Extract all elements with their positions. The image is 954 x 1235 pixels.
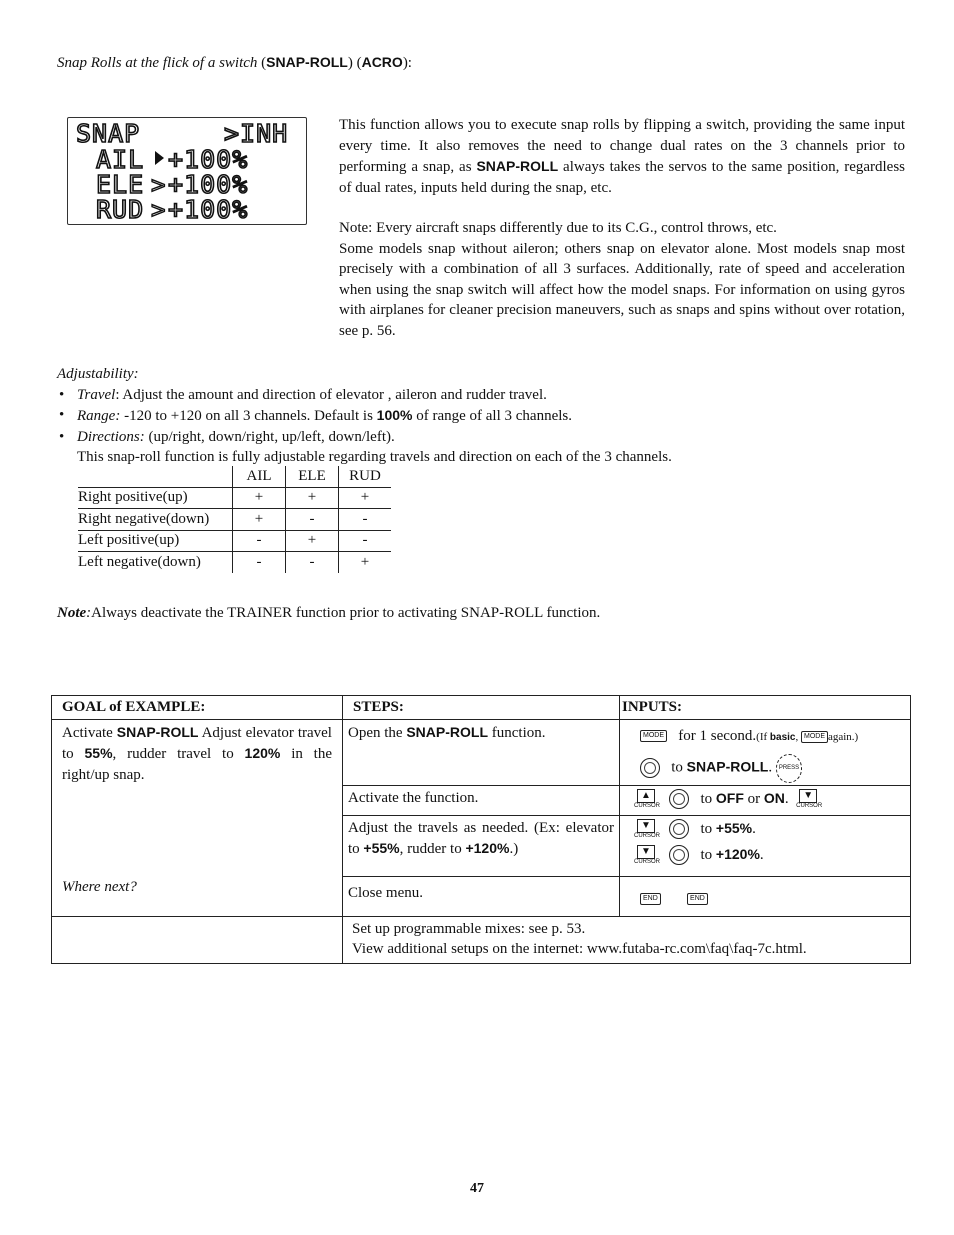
col-rud: RUD bbox=[339, 466, 392, 487]
cursor-down-icon: ▼ CURSOR bbox=[796, 789, 823, 809]
step-adjust: Adjust the travels as needed. (Ex: elevator to +55%, rudder to +120%.) bbox=[343, 815, 620, 876]
mode-key-icon: MODE bbox=[801, 731, 828, 743]
table-row: Right negative(down) + - - bbox=[78, 509, 391, 531]
page-number: 47 bbox=[470, 1181, 484, 1196]
end-key-icon: END bbox=[687, 893, 708, 905]
header-goal: GOAL of EXAMPLE: bbox=[52, 696, 343, 720]
svg-text:>: > bbox=[151, 171, 166, 199]
bullet-directions: • Directions: (up/right, down/right, up/left, down/left). bbox=[57, 427, 917, 448]
dial-icon bbox=[640, 758, 660, 778]
adjustability-heading: Adjustability: bbox=[57, 366, 139, 382]
goal-cell: Activate SNAP-ROLL Adjust elevator travel to 55%, rudder travel to 120% in the right/up snap. Where next? bbox=[52, 719, 343, 916]
bullet-range: • Range: -120 to +120 on all 3 channels. Default is 100% of range of all 3 channels. bbox=[57, 405, 917, 427]
lcd-row-ele-val: +100% bbox=[168, 170, 249, 199]
lcd-screen bbox=[67, 117, 307, 225]
where-next-label: Where next? bbox=[62, 879, 137, 895]
direction-table bbox=[78, 466, 391, 573]
press-icon: PRESS bbox=[776, 754, 802, 783]
dial-icon bbox=[669, 789, 689, 809]
example-table bbox=[51, 695, 911, 964]
table-row: Left positive(up) - + - bbox=[78, 530, 391, 552]
dial-icon bbox=[669, 845, 689, 865]
table-row: Right positive(up) + + + bbox=[78, 487, 391, 509]
step-open: Open the SNAP-ROLL function. bbox=[343, 719, 620, 785]
lcd-status: >INH bbox=[224, 119, 289, 148]
cursor-down-icon: ▼ CURSOR bbox=[634, 819, 661, 839]
lcd-row-ele-ch: ELE bbox=[96, 170, 145, 199]
cursor-down-icon: ▼ CURSOR bbox=[634, 845, 661, 865]
mode-key-icon: MODE bbox=[640, 730, 667, 742]
lcd-title: SNAP bbox=[76, 119, 141, 148]
lcd-cursor-arrow-icon bbox=[155, 151, 164, 165]
dial-icon bbox=[669, 819, 689, 839]
input-activate: ▲ CURSOR to OFF or ON. ▼ CURSOR bbox=[620, 785, 911, 815]
lcd-row-ail-ch: AIL bbox=[96, 145, 145, 174]
end-key-icon: END bbox=[640, 893, 661, 905]
directions-note: This snap-roll function is fully adjustable regarding travels and direction on each of the 3 channels. bbox=[77, 449, 672, 465]
adjustability-list bbox=[57, 364, 917, 468]
lcd-row-rud-ch: RUD bbox=[96, 195, 145, 224]
col-ail: AIL bbox=[233, 466, 286, 487]
input-close bbox=[620, 876, 911, 916]
table-row: Left negative(down) - - + bbox=[78, 552, 391, 573]
col-ele: ELE bbox=[286, 466, 339, 487]
input-open: MODE for 1 second.(If basic, MODE again.) to SNAP-ROLL. PRESS bbox=[620, 719, 911, 785]
intro-paragraph: This function allows you to execute snap rolls by flipping a switch, providing the same input every time. It also removes the need to change dual rates on the 3 channels prior to performing a snap, as SNAP-ROLL always takes the servos to the same position, regardless of dual rates, inputs held during the snap, etc. bbox=[339, 117, 906, 196]
header-steps: STEPS: bbox=[343, 696, 620, 720]
input-adjust: ▼ CURSOR to +55%. ▼ CURSOR to +120%. bbox=[620, 815, 911, 876]
svg-text:>: > bbox=[151, 196, 166, 224]
step-activate: Activate the function. bbox=[343, 785, 620, 815]
lcd-row-rud-val: +100% bbox=[168, 195, 249, 224]
cursor-up-icon: ▲ CURSOR bbox=[634, 789, 661, 809]
trainer-note: Note:Always deactivate the TRAINER function prior to activating SNAP-ROLL function. bbox=[57, 605, 601, 621]
lcd-row-ail-val: +100% bbox=[168, 145, 249, 174]
section-title: Snap Rolls at the flick of a switch (SNAP-ROLL) (ACRO): bbox=[57, 54, 412, 71]
step-close: Close menu. bbox=[343, 876, 620, 916]
intro-note: Note: Every aircraft snaps differently due to its C.G., control throws, etc. Some models snap without aileron; others snap on elevator alone. Most models snap most precisely with a combination of all 3 surfaces. Additionally, rate of speed and acceleration when using the snap switch will affect how the model snaps. For information on using gyros with airplanes for cleaner precision maneuvers, such as snaps and spins without over rotation, see p. 56. bbox=[339, 220, 905, 339]
header-inputs: INPUTS: bbox=[620, 696, 911, 720]
where-next-cell: Set up programmable mixes: see p. 53. View additional setups on the internet: www.futaba-rc.com\faq\faq-7c.html. bbox=[343, 916, 911, 963]
bullet-travel: • Travel: Adjust the amount and direction of elevator , aileron and rudder travel. bbox=[57, 385, 917, 406]
